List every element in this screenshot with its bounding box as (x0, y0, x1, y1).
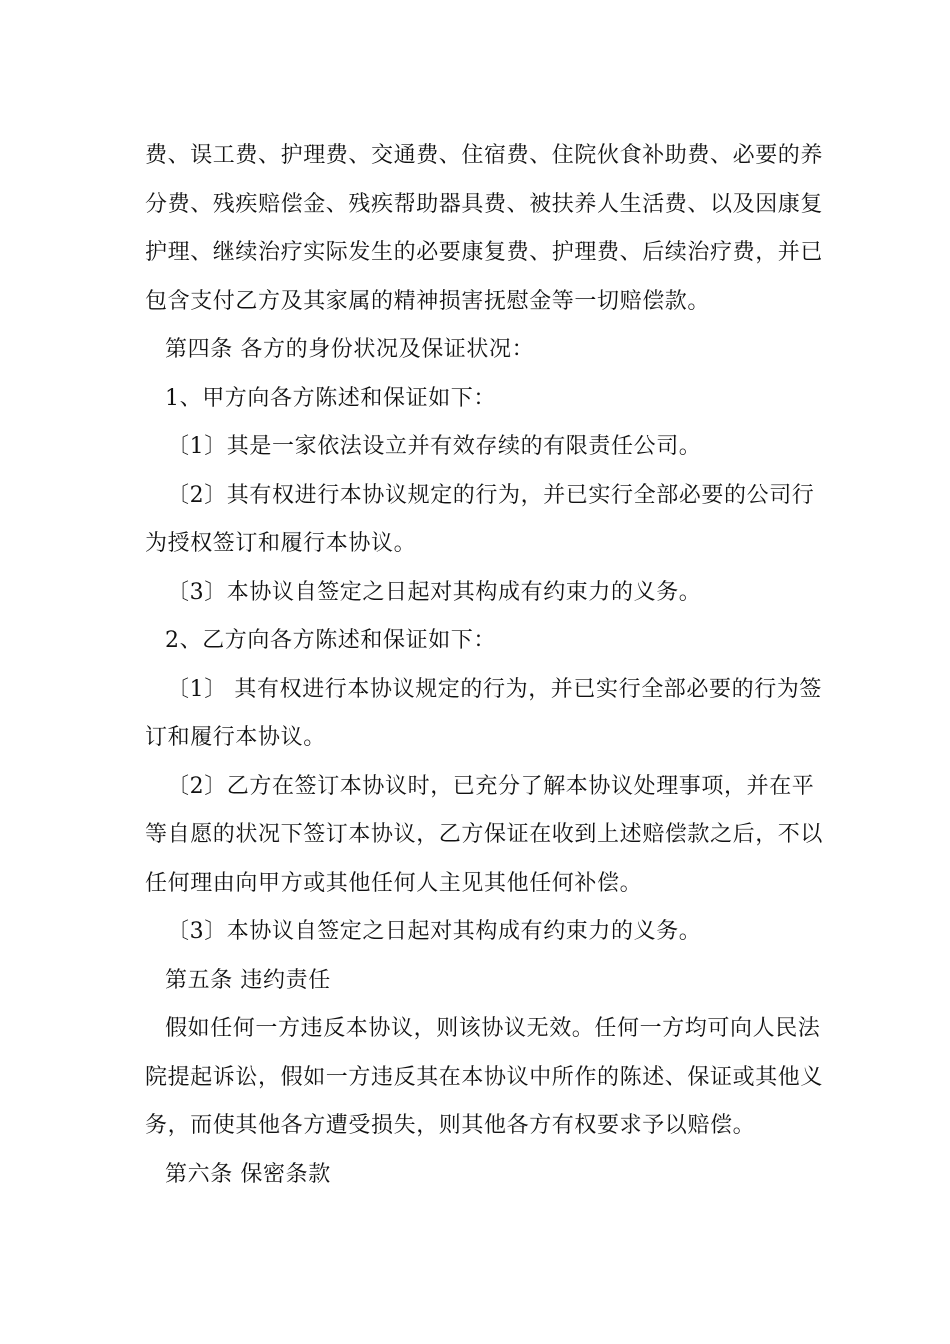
party-b-warranty-2: 〔2〕乙方在签订本协议时，已充分了解本协议处理事项，并在平等自愿的状况下签订本协议，乙方保证在收到上述赔偿款之后，不以任何理由向甲方或其他任何人主见其他任何补偿。 (145, 773, 824, 896)
paragraph-compensation-items: 费、误工费、护理费、交通费、住宿费、住院伙食补助费、必要的养分费、残疾赔偿金、残疾帮助器具费、被扶养人生活费、以及因康复护理、继续治疗实际发生的必要康复费、护理费、后续治疗费，并已包含支付乙方及其家属的精神损害抚慰金等一切赔偿款。 (145, 143, 824, 314)
party-a-warranties-heading: 1、甲方向各方陈述和保证如下： (165, 385, 496, 411)
article-4-heading: 第四条 各方的身份状况及保证状况： (165, 337, 535, 362)
article-5-heading: 第五条 违约责任 (165, 967, 331, 993)
article-6-heading: 第六条 保密条款 (165, 1161, 331, 1187)
party-b-warranty-1: 〔1〕 其有权进行本协议规定的行为，并已实行全部必要的行为签订和履行本协议。 (145, 676, 822, 750)
document-body (145, 132, 825, 1199)
party-a-warranty-1: 〔1〕其是一家依法设立并有效存续的有限责任公司。 (167, 434, 702, 459)
party-a-warranty-3: 〔3〕本协议自签定之日起对其构成有约束力的义务。 (167, 579, 702, 605)
party-a-warranty-2: 〔2〕其有权进行本协议规定的行为，并已实行全部必要的公司行为授权签订和履行本协议。 (145, 482, 815, 556)
party-b-warranty-3: 〔3〕本协议自签定之日起对其构成有约束力的义务。 (167, 919, 702, 944)
breach-liability-text: 假如任何一方违反本协议，则该协议无效。任何一方均可向人民法院提起诉讼，假如一方违反其在本协议中所作的陈述、保证或其他义务，而使其他各方遭受损失，则其他各方有权要求予以赔偿。 (145, 1016, 824, 1138)
party-b-warranties-heading: 2、乙方向各方陈述和保证如下： (165, 628, 496, 653)
